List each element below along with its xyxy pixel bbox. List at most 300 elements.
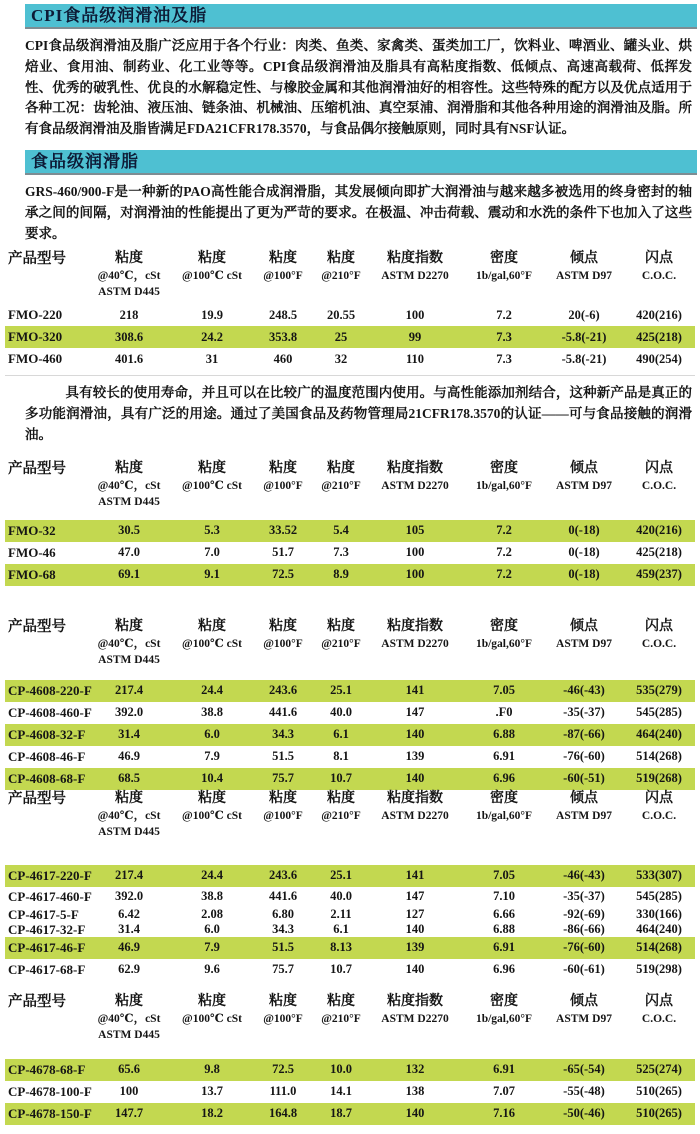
value-cell: 217.4	[114, 868, 144, 883]
product-model-cell: CP-4617-32-F	[8, 921, 86, 937]
column-header	[463, 790, 545, 840]
column-header	[463, 460, 545, 510]
value-cell: 401.6	[114, 351, 144, 366]
value-cell: .F0	[495, 705, 513, 720]
fmo-usage-paragraph: 具有较长的使用寿命，并且可以在比较广的温度范围内使用。与高性能添加剂结合，这种新产品是真正的多功能润滑油，具有广泛的用途。通过了美国食品及药物管理局21CFR178.3570的认证——可与食品接触的润滑油。	[25, 385, 692, 442]
value-cell: 0(-18)	[568, 545, 600, 560]
column-header-line: 1b/gal,60°F	[475, 479, 533, 492]
column-header-line: ASTM D97	[556, 270, 612, 283]
value-cell: 8.9	[333, 567, 349, 582]
value-cell: 72.5	[272, 1062, 294, 1077]
column-header-line: 粘度	[327, 460, 355, 476]
value-cell: 30.5	[118, 523, 140, 538]
table-header-row	[5, 250, 695, 300]
table-row	[5, 922, 695, 937]
section-divider	[5, 375, 695, 376]
value-cell: 32	[334, 351, 348, 366]
value-cell: 6.80	[272, 907, 294, 922]
product-model-cell: CP-4608-68-F	[8, 770, 86, 786]
column-header-line: @100℃ cSt	[182, 809, 242, 822]
value-cell: 18.2	[201, 1106, 223, 1121]
value-cell: 138	[405, 1084, 425, 1099]
cp4617-viscosity-table	[5, 790, 695, 981]
column-header-line: 粘度	[115, 251, 143, 267]
column-header-line: 产品型号	[8, 618, 66, 635]
value-cell: 0(-18)	[568, 567, 600, 582]
value-cell: 545(285)	[636, 889, 682, 904]
column-header-line: @40℃，cSt	[97, 479, 161, 492]
value-cell: -5.8(-21)	[561, 351, 607, 366]
column-header	[315, 618, 367, 668]
product-model-cell: CP-4617-68-F	[8, 961, 86, 977]
value-cell: 140	[405, 771, 425, 786]
column-header	[251, 250, 315, 300]
value-cell: 545(285)	[636, 705, 682, 720]
column-header-line: C.O.C.	[641, 637, 677, 650]
product-model-cell: CP-4617-220-F	[8, 867, 92, 883]
value-cell: 6.1	[333, 922, 349, 937]
column-header-line: @100℃ cSt	[182, 1012, 242, 1025]
value-cell: 5.3	[204, 523, 220, 538]
column-header-line: @210°F	[321, 809, 361, 822]
column-header	[367, 993, 463, 1043]
value-cell: 100	[405, 567, 425, 582]
value-cell: 111.0	[269, 1084, 297, 1099]
fmo-viscosity-table-1	[5, 250, 695, 370]
table-header-row	[5, 618, 695, 668]
column-header-line: @100℃ cSt	[182, 479, 242, 492]
product-model-cell: FMO-32	[8, 522, 56, 538]
column-header	[545, 993, 623, 1043]
value-cell: 147.7	[114, 1106, 144, 1121]
value-cell: 164.8	[268, 1106, 298, 1121]
column-header	[251, 460, 315, 510]
value-cell: 510(265)	[636, 1084, 682, 1099]
column-header-line: ASTM D2270	[381, 1012, 449, 1025]
product-model-cell: FMO-68	[8, 566, 56, 582]
value-cell: 40.0	[330, 705, 352, 720]
column-header-line: ASTM D445	[98, 1028, 160, 1041]
column-header-line: 粘度指数	[387, 251, 443, 267]
value-cell: 330(166)	[636, 907, 682, 922]
product-model-cell: CP-4608-220-F	[8, 682, 92, 698]
value-cell: -60(-61)	[563, 962, 605, 977]
cp4608-viscosity-table	[5, 618, 695, 790]
column-header-line: 粘度指数	[387, 618, 443, 634]
column-header-line: ASTM D2270	[381, 809, 449, 822]
column-header-line: 密度	[490, 993, 518, 1009]
column-header-line: @100°F	[263, 809, 303, 822]
table-row	[5, 1103, 695, 1125]
product-model-cell: CP-4678-100-F	[8, 1083, 92, 1099]
table-row	[5, 326, 695, 348]
value-cell: -46(-43)	[563, 868, 605, 883]
column-header-line: ASTM D97	[556, 479, 612, 492]
table-body	[5, 865, 695, 981]
value-cell: 218	[119, 307, 139, 322]
column-header	[367, 460, 463, 510]
value-cell: 51.5	[272, 749, 294, 764]
column-header-line: ASTM D97	[556, 637, 612, 650]
value-cell: 7.2	[496, 307, 512, 322]
value-cell: 2.08	[201, 907, 223, 922]
column-header	[85, 618, 173, 668]
column-header-line: 粘度	[269, 251, 297, 267]
value-cell: 147	[405, 705, 425, 720]
value-cell: 141	[405, 683, 425, 698]
value-cell: 140	[405, 922, 425, 937]
column-header-model	[5, 460, 85, 510]
value-cell: -5.8(-21)	[561, 329, 607, 344]
product-model-cell: CP-4678-150-F	[8, 1105, 92, 1121]
value-cell: 140	[405, 1106, 425, 1121]
table-row	[5, 1059, 695, 1081]
value-cell: 140	[405, 727, 425, 742]
value-cell: 69.1	[118, 567, 140, 582]
column-header-line: 粘度	[198, 460, 226, 476]
value-cell: 8.13	[330, 940, 352, 955]
value-cell: 72.5	[272, 567, 294, 582]
value-cell: 7.0	[204, 545, 220, 560]
column-header	[251, 993, 315, 1043]
column-header-line: C.O.C.	[641, 1012, 677, 1025]
value-cell: -65(-54)	[563, 1062, 605, 1077]
value-cell: 533(307)	[636, 868, 682, 883]
value-cell: 6.88	[493, 727, 515, 742]
value-cell: 100	[405, 307, 425, 322]
value-cell: 46.9	[118, 749, 140, 764]
value-cell: 31.4	[118, 727, 140, 742]
column-header	[463, 250, 545, 300]
column-header-line: 粘度	[269, 993, 297, 1009]
value-cell: 510(265)	[636, 1106, 682, 1121]
value-cell: 140	[405, 962, 425, 977]
product-model-cell: CP-4678-68-F	[8, 1061, 86, 1077]
column-header	[315, 993, 367, 1043]
column-header-line: @100°F	[263, 1012, 303, 1025]
value-cell: 47.0	[118, 545, 140, 560]
value-cell: 7.2	[496, 523, 512, 538]
value-cell: -86(-66)	[563, 922, 605, 937]
value-cell: 100	[119, 1084, 139, 1099]
column-header	[545, 250, 623, 300]
value-cell: 34.3	[272, 922, 294, 937]
column-header-line: 粘度	[327, 251, 355, 267]
value-cell: 353.8	[268, 329, 298, 344]
value-cell: 519(268)	[636, 771, 682, 786]
column-header-line: @210°F	[321, 637, 361, 650]
value-cell: -87(-66)	[563, 727, 605, 742]
column-header-line: 闪点	[645, 618, 673, 634]
value-cell: 464(240)	[636, 727, 682, 742]
table-row	[5, 746, 695, 768]
value-cell: 31.4	[118, 922, 140, 937]
column-header	[463, 618, 545, 668]
value-cell: -35(-37)	[563, 705, 605, 720]
column-header-model	[5, 993, 85, 1043]
column-header-line: @40℃，cSt	[97, 809, 161, 822]
value-cell: 6.96	[493, 771, 515, 786]
value-cell: 20.55	[326, 307, 356, 322]
column-header	[315, 460, 367, 510]
value-cell: 147	[405, 889, 425, 904]
product-model-cell: FMO-460	[8, 351, 63, 367]
column-header-line: 倾点	[570, 460, 598, 476]
value-cell: 7.9	[204, 749, 220, 764]
column-header-line: ASTM D2270	[381, 479, 449, 492]
table-body	[5, 520, 695, 586]
column-header-line: ASTM D2270	[381, 270, 449, 283]
column-header-line: 粘度	[115, 618, 143, 634]
value-cell: 46.9	[118, 940, 140, 955]
column-header-line: 粘度	[327, 993, 355, 1009]
value-cell: 6.96	[493, 962, 515, 977]
column-header	[545, 460, 623, 510]
value-cell: 34.3	[272, 727, 294, 742]
value-cell: 127	[405, 907, 425, 922]
value-cell: 490(254)	[636, 351, 682, 366]
column-header-line: 倾点	[570, 251, 598, 267]
value-cell: 7.3	[496, 329, 512, 344]
column-header-line: 产品型号	[8, 460, 66, 477]
value-cell: 308.6	[114, 329, 144, 344]
column-header-line: 密度	[490, 790, 518, 806]
value-cell: 6.88	[493, 922, 515, 937]
value-cell: 392.0	[114, 889, 144, 904]
column-header-line: @100°F	[263, 270, 303, 283]
value-cell: 100	[405, 545, 425, 560]
table-row	[5, 724, 695, 746]
value-cell: 9.1	[204, 567, 220, 582]
product-model-cell: CP-4617-460-F	[8, 888, 92, 904]
value-cell: 24.2	[201, 329, 223, 344]
value-cell: 65.6	[118, 1062, 140, 1077]
product-model-cell: CP-4608-46-F	[8, 748, 86, 764]
product-model-cell: FMO-320	[8, 329, 63, 345]
value-cell: 62.9	[118, 962, 140, 977]
value-cell: 18.7	[330, 1106, 352, 1121]
table-body	[5, 1059, 695, 1125]
product-model-cell: FMO-46	[8, 544, 56, 560]
value-cell: 6.42	[118, 907, 140, 922]
value-cell: 6.66	[493, 907, 515, 922]
value-cell: 459(237)	[636, 567, 682, 582]
column-header-line: 产品型号	[8, 993, 66, 1010]
value-cell: 243.6	[268, 683, 298, 698]
value-cell: 132	[405, 1062, 425, 1077]
column-header-line: 倾点	[570, 993, 598, 1009]
value-cell: 6.91	[493, 940, 515, 955]
value-cell: 425(218)	[636, 329, 682, 344]
value-cell: 7.3	[496, 351, 512, 366]
column-header-line: C.O.C.	[641, 270, 677, 283]
column-header-line: 粘度	[115, 790, 143, 806]
value-cell: 31	[205, 351, 219, 366]
value-cell: 75.7	[272, 771, 294, 786]
column-header	[367, 250, 463, 300]
table-row	[5, 937, 695, 959]
value-cell: 25.1	[330, 868, 352, 883]
column-header	[623, 460, 695, 510]
value-cell: 2.11	[330, 907, 352, 922]
value-cell: 6.0	[204, 922, 220, 937]
product-model-cell: CP-4608-460-F	[8, 704, 92, 720]
value-cell: 38.8	[201, 705, 223, 720]
value-cell: 514(268)	[636, 940, 682, 955]
value-cell: 243.6	[268, 868, 298, 883]
value-cell: 14.1	[330, 1084, 352, 1099]
table-header-row	[5, 790, 695, 840]
value-cell: 460	[273, 351, 293, 366]
table-row	[5, 564, 695, 586]
value-cell: 75.7	[272, 962, 294, 977]
value-cell: 20(-6)	[568, 307, 600, 322]
column-header	[85, 460, 173, 510]
section-title-food-grade-grease: 食品级润滑脂	[25, 150, 697, 175]
column-header	[251, 618, 315, 668]
value-cell: 420(216)	[636, 307, 682, 322]
value-cell: 105	[405, 523, 425, 538]
column-header-model	[5, 618, 85, 668]
table-row	[5, 520, 695, 542]
value-cell: 51.7	[272, 545, 294, 560]
table-row	[5, 887, 695, 907]
column-header-line: 1b/gal,60°F	[475, 270, 533, 283]
column-header-line: ASTM D445	[98, 653, 160, 666]
column-header	[173, 460, 251, 510]
column-header-line: @210°F	[321, 270, 361, 283]
column-header-line: @40℃，cSt	[97, 1012, 161, 1025]
value-cell: 24.4	[201, 868, 223, 883]
table-body	[5, 680, 695, 790]
value-cell: 7.3	[333, 545, 349, 560]
column-header-line: 粘度指数	[387, 460, 443, 476]
value-cell: -76(-60)	[563, 940, 605, 955]
value-cell: 6.0	[204, 727, 220, 742]
value-cell: 6.91	[493, 749, 515, 764]
column-header	[623, 993, 695, 1043]
column-header-line: @40℃，cSt	[97, 637, 161, 650]
column-header	[367, 618, 463, 668]
column-header	[173, 993, 251, 1043]
column-header-model	[5, 790, 85, 840]
table-row	[5, 768, 695, 790]
column-header	[85, 993, 173, 1043]
value-cell: 139	[405, 940, 425, 955]
column-header	[173, 250, 251, 300]
value-cell: 25	[334, 329, 348, 344]
value-cell: 9.6	[204, 962, 220, 977]
column-header-line: C.O.C.	[641, 809, 677, 822]
table-row	[5, 348, 695, 370]
value-cell: -50(-46)	[563, 1106, 605, 1121]
column-header-line: 闪点	[645, 790, 673, 806]
value-cell: 7.07	[493, 1084, 515, 1099]
value-cell: 535(279)	[636, 683, 682, 698]
column-header	[623, 618, 695, 668]
product-model-cell: CP-4617-46-F	[8, 939, 86, 955]
product-model-cell: CP-4617-5-F	[8, 906, 79, 922]
value-cell: 10.4	[201, 771, 223, 786]
value-cell: 0(-18)	[568, 523, 600, 538]
column-header	[623, 250, 695, 300]
table-row	[5, 865, 695, 887]
grease-description-paragraph: GRS-460/900-F是一种新的PAO高性能合成润滑脂，其发展倾向即扩大润滑油与越来越多被选用的终身密封的轴承之间的间隔，对润滑油的性能提出了更为严苛的要求。在极温、冲击荷载、震动和水洗的条件下也加入了这些要求。	[25, 183, 692, 241]
column-header-line: 闪点	[645, 460, 673, 476]
table-row	[5, 680, 695, 702]
column-header-line: 倾点	[570, 790, 598, 806]
value-cell: 7.05	[493, 683, 515, 698]
column-header	[315, 790, 367, 840]
oils-description-paragraph: CPI食品级润滑油及脂广泛应用于各个行业：肉类、鱼类、家禽类、蛋类加工厂，饮料业、啤酒业、罐头业、烘焙业、食用油、制药业、化工业等等。CPI食品级润滑油及脂具有高粘度指数、低倾点、高速高载荷、低挥发性、优秀的破乳性、优良的水解稳定性、与橡胶金属和其他润滑油好的相容性。这些特殊的配方以及优点适用于各种工况：齿轮油、液压油、链条油、机械油、压缩机油、真空泵浦、润滑脂和其他各种用途的润滑油及脂。所有食品级润滑油及脂皆满足FDA21CFR178.3570，与食品偶尔接触原则，同时具有NSF认证。	[25, 38, 692, 137]
column-header	[545, 790, 623, 840]
column-header-line: 粘度指数	[387, 993, 443, 1009]
value-cell: 425(218)	[636, 545, 682, 560]
column-header-line: 粘度	[198, 618, 226, 634]
column-header-line: ASTM D445	[98, 825, 160, 838]
column-header	[545, 618, 623, 668]
column-header-line: 密度	[490, 460, 518, 476]
column-header	[173, 790, 251, 840]
value-cell: 217.4	[114, 683, 144, 698]
value-cell: -55(-48)	[563, 1084, 605, 1099]
value-cell: 38.8	[201, 889, 223, 904]
value-cell: 10.0	[330, 1062, 352, 1077]
table-row	[5, 304, 695, 326]
value-cell: 25.1	[330, 683, 352, 698]
column-header-line: 产品型号	[8, 790, 66, 807]
product-model-cell: FMO-220	[8, 307, 63, 323]
column-header-line: ASTM D2270	[381, 637, 449, 650]
value-cell: 110	[405, 351, 425, 366]
cp4678-viscosity-table	[5, 993, 695, 1125]
column-header	[251, 790, 315, 840]
column-header	[315, 250, 367, 300]
column-header-line: 粘度	[269, 790, 297, 806]
value-cell: 392.0	[114, 705, 144, 720]
value-cell: 9.8	[204, 1062, 220, 1077]
value-cell: 8.1	[333, 749, 349, 764]
column-header-line: 粘度	[198, 251, 226, 267]
column-header-line: ASTM D445	[98, 286, 160, 299]
column-header-line: 产品型号	[8, 251, 66, 268]
value-cell: 40.0	[330, 889, 352, 904]
column-header-line: @100℃ cSt	[182, 270, 242, 283]
value-cell: 248.5	[268, 307, 298, 322]
column-header-line: @210°F	[321, 479, 361, 492]
value-cell: 514(268)	[636, 749, 682, 764]
table-row	[5, 542, 695, 564]
column-header-line: 粘度	[198, 790, 226, 806]
value-cell: 33.52	[268, 523, 298, 538]
value-cell: -92(-69)	[563, 907, 605, 922]
value-cell: 6.1	[333, 727, 349, 742]
column-header-model	[5, 250, 85, 300]
value-cell: 7.2	[496, 545, 512, 560]
table-row	[5, 1081, 695, 1103]
column-header-line: 粘度	[115, 993, 143, 1009]
table-row	[5, 959, 695, 981]
column-header-line: 1b/gal,60°F	[475, 1012, 533, 1025]
table-header-row	[5, 460, 695, 510]
column-header-line: 粘度	[269, 460, 297, 476]
section-title-food-grade-oils: CPI食品级润滑油及脂	[25, 4, 697, 29]
column-header-line: 粘度	[327, 790, 355, 806]
column-header-line: @100℃ cSt	[182, 637, 242, 650]
column-header-line: @210°F	[321, 1012, 361, 1025]
column-header-line: 密度	[490, 618, 518, 634]
column-header-line: @100°F	[263, 637, 303, 650]
